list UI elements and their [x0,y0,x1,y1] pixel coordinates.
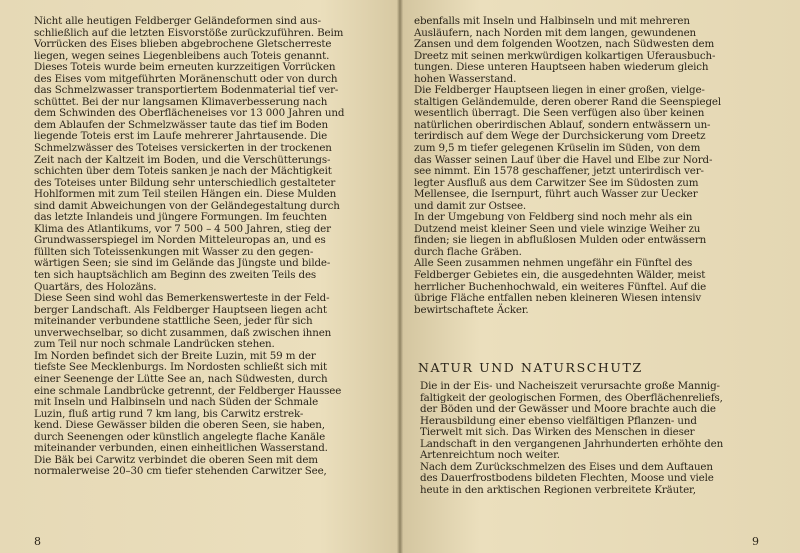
text-line: das Schmelzwasser transportiertem Bodenmaterial tief ver- [34,84,339,97]
text-line: Dutzend meist kleiner Seen und viele winzige Weiher zu [414,222,701,235]
text-line: Zansen und dem folgenden Wootzen, nach Südwesten dem [414,38,715,51]
text-line: Mellensee, die Isernpurt, führt auch Wasser zur Uecker [414,188,698,201]
text-line: schichten über dem Toteis sanken je nach der Mächtigkeit [34,165,332,178]
text-line: Luzin, fluß artig rund 7 km lang, bis Carwitz erstrek- [34,407,304,420]
text-line: natürlichen oberirdischen Ablauf, sondern entwässern un- [414,118,711,131]
text-line: Schmelzwässer des Toteises versickerten in der trockenen [34,142,332,155]
text-line: berger Landschaft. Als Feldberger Hauptseen liegen acht [34,303,327,316]
text-line: schließlich auf die letzten Eisvorstöße zurückzuführen. Beim [34,26,344,39]
text-line: Hohlformen mit zum Teil steilen Hängen ein. Diese Mulden [34,188,337,201]
page-number-right: 9 [752,535,759,548]
text-line: Ausläufern, nach Norden mit dem langen, gewundenen [414,26,697,39]
text-line: miteinander verbunden, einen einheitlichen Wasserstand. [34,442,328,455]
text-line: herrlicher Buchenhochwald, ein weiteres Fünftel. Auf die [414,280,707,293]
text-line: liegen, wegen seines Liegenbleibens auch Toteis genannt. [34,49,330,62]
text-line: durch Seenengen oder künstlich angelegte flache Kanäle [34,430,326,443]
text-line: In der Umgebung von Feldberg sind noch mehr als ein [414,211,693,224]
section-heading: NATUR UND NATURSCHUTZ [418,360,643,375]
text-line: Landschaft in den vergangenen Jahrhunderten erhöhte den [420,437,724,450]
text-line: Die Bäk bei Carwitz verbindet die oberen Seen mit dem [34,453,318,466]
text-line: Klima des Atlantikums, vor 7 500 – 4 500 Jahren, stieg der [34,222,331,235]
text-line: finden; sie liegen in abflußlosen Mulden oder entwässern [414,234,707,247]
text-line: miteinander verbundene stattliche Seen, jeder für sich [34,315,313,328]
text-line: wärtigen Seen; sie sind im Gelände das Jüngste und bilde- [34,257,331,270]
text-line: dem Ablaufen der Schmelzwässer taute das tief im Boden [34,118,328,131]
text-line: Dieses Toteis wurde beim erneuten kurzzeitigen Vorrücken [34,61,336,74]
text-line: das Wasser seinen Lauf über die Havel und Elbe zur Nord- [414,153,713,166]
text-line: dem Schwinden des Oberflächeneises vor 13 000 Jahren und [34,107,345,120]
left-page-text [34,16,344,478]
text-line: Quartärs, des Holozäns. [34,280,157,293]
text-line: tiefste See Mecklenburgs. Im Nordosten schließt sich mit [34,361,328,374]
text-line: durch flache Gräben. [414,245,522,258]
text-line: Nicht alle heutigen Feldberger Geländeformen sind aus- [34,15,321,27]
text-line: terirdisch auf dem Wege der Durchsickerung vom Dreetz [414,130,706,143]
text-line: des Toteises unter Bildung sehr unterschiedlich gestalteter [34,176,336,189]
text-line: Feldberger Gebietes ein, die ausgedehnten Wälder, meist [414,269,706,282]
text-line: staltigen Geländemulde, deren oberer Rand die Seenspiegel [414,95,722,108]
text-line: see nimmt. Ein 1578 geschaffener, jetzt unterirdisch ver- [414,165,704,178]
text-line: zum 9,5 m tiefer gelegenen Krüselin im Süden, von dem [414,142,701,155]
text-line: Nach dem Zurückschmelzen des Eises und dem Auftauen [420,460,713,473]
text-line: Vorrücken des Eises blieben abgebrochene Gletscherreste [34,38,332,51]
text-line: Zeit nach der Kaltzeit im Boden, und die Verschütterungs- [34,153,331,166]
text-line: Grundwasserspiegel im Norden Mitteleuropas an, und es [34,234,326,247]
text-line: schüttet. Bei der nur langsamen Klimaverbesserung nach [34,95,328,108]
text-line: kend. Diese Gewässer bilden die oberen Seen, sie haben, [34,419,325,432]
text-line: faltigkeit der geologischen Formen, des Oberflächenreliefs, [420,391,723,404]
text-line: Alle Seen zusammen nehmen ungefähr ein Fünftel des [414,257,693,270]
section-text [420,381,723,496]
text-line: Herausbildung einer ebenso vielfältigen Pflanzen- und [420,414,697,427]
text-line: tungen. Diese unteren Hauptseen haben wiederum gleich [414,61,709,74]
text-line: wesentlich überragt. Die Seen verfügen also über keinen [414,107,705,120]
text-line: Artenreichtum noch weiter. [420,449,560,462]
text-line: zum Teil nur noch schmale Landrücken stehen. [34,338,275,351]
text-line: füllten sich Toteissenkungen mit Wasser zu den gegen- [34,245,314,258]
text-line: und damit zur Ostsee. [414,199,527,212]
text-line: Diese Seen sind wohl das Bemerkenswerteste in der Feld- [34,292,330,305]
text-line: legter Ausfluß aus dem Carwitzer See im Südosten zum [414,176,699,189]
right-page-text [414,16,721,316]
text-line: des Eises vom mitgeführten Moränenschutt oder von durch [34,72,338,85]
text-line: Die Feldberger Hauptseen liegen in einer großen, vielge- [414,84,705,97]
text-line: Die in der Eis- und Nacheiszeit verursachte große Mannig- [420,380,720,392]
text-line: unverwechselbar, so dicht zusammen, daß zwischen ihnen [34,326,332,339]
text-line: Dreetz mit seinen merkwürdigen kolkartigen Uferausbuch- [414,49,716,62]
text-line: ten sich hauptsächlich am Beginn des zweiten Teils des [34,269,317,282]
text-line: liegende Toteis erst im Laufe mehrerer Jahrtausende. Die [34,130,328,143]
text-line: übrige Fläche entfallen neben kleineren Wiesen intensiv [414,292,702,305]
text-line: heute in den arktischen Regionen verbreitete Kräuter, [420,483,696,496]
text-line: eine schmale Landbrücke getrennt, der Feldberger Haussee [34,384,342,397]
right-page [400,0,800,553]
page-number-left: 8 [34,535,41,548]
text-line: bewirtschaftete Äcker. [414,303,529,316]
text-line: des Dauerfrostbodens bildeten Flechten, Moose und viele [420,472,714,485]
text-line: das letzte Inlandeis und jüngere Formungen. Im feuchten [34,211,327,224]
text-line: einer Seenenge der Lütte See an, nach Südwesten, durch [34,372,328,385]
text-line: ebenfalls mit Inseln und Halbinseln und mit mehreren [414,15,690,27]
text-line: der Böden und der Gewässer und Moore brachte auch die [420,403,716,416]
text-line: Im Norden befindet sich der Breite Luzin, mit 59 m der [34,349,316,362]
text-line: hohen Wasserstand. [414,72,517,85]
text-line: sind damit Abweichungen von der Geländegestaltung durch [34,199,340,212]
text-line: Tierwelt mit sich. Das Wirken des Menschen in dieser [420,426,695,439]
text-line: mit Inseln und Halbinseln und nach Süden der Schmale [34,396,319,409]
text-line: normalerweise 20–30 cm tiefer stehenden Carwitzer See, [34,465,327,478]
